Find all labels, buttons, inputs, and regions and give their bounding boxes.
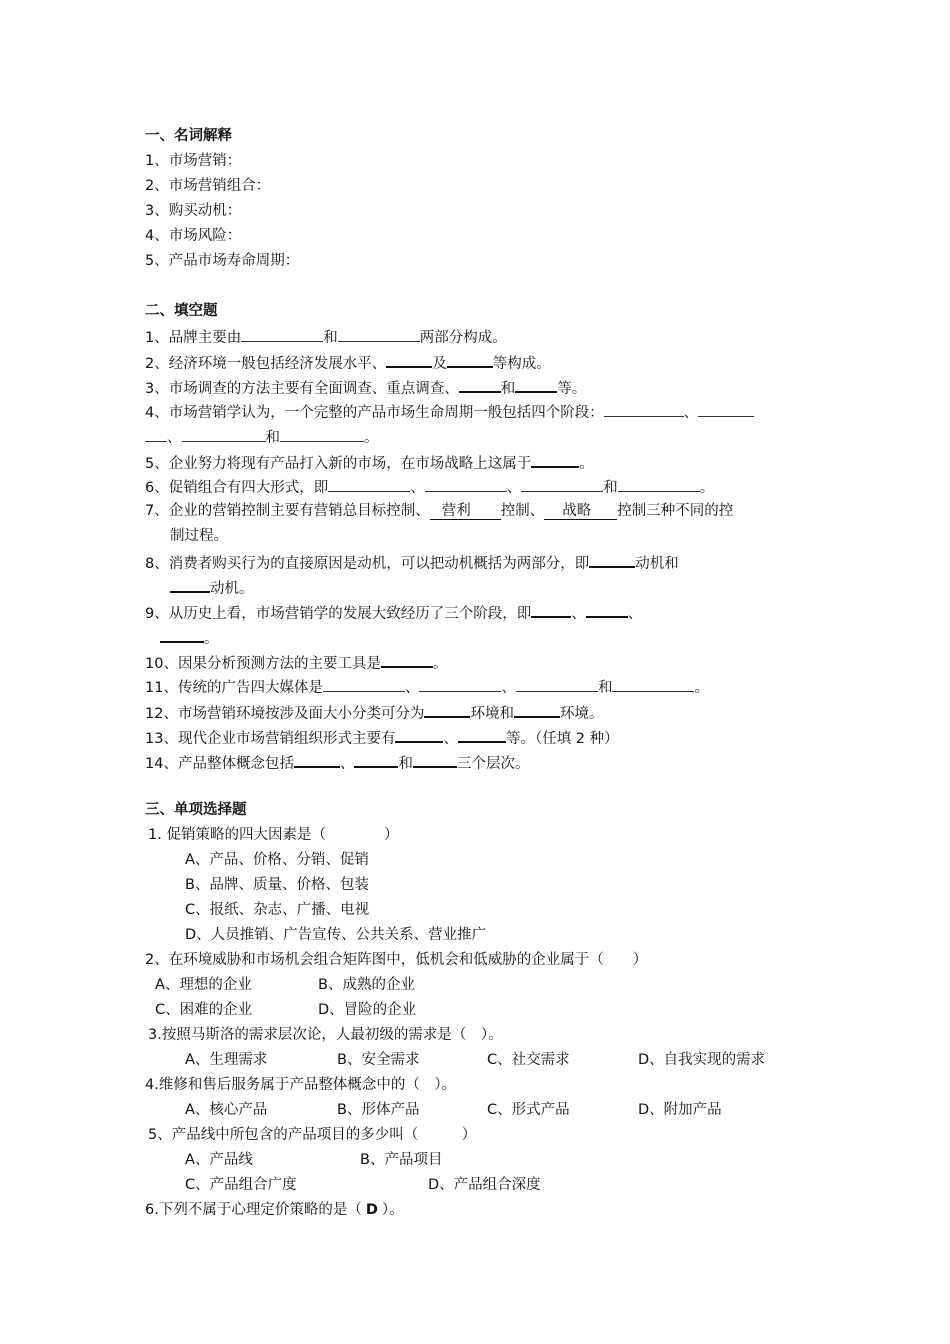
fill-question-12: 12、市场营销环境按涉及面大小分类可分为 环境和 环境。 <box>145 701 603 724</box>
section-title-choice: 三、单项选择题 <box>145 802 247 818</box>
fill-question-10: 10、因果分析预测方法的主要工具是 。 <box>145 651 447 674</box>
blank <box>328 476 410 492</box>
section-title-terms: 一、名词解释 <box>145 128 232 144</box>
blank <box>386 351 432 368</box>
blank <box>458 726 506 743</box>
choice-question-5: 5、产品线中所包含的产品项目的多少叫（ ） <box>148 1127 477 1143</box>
choice-option: B、产品项目 <box>360 1152 443 1168</box>
blank <box>413 751 457 768</box>
choice-option: B、形体产品 <box>337 1102 420 1118</box>
choice-option: B、成熟的企业 <box>318 977 415 993</box>
fill-question-11: 11、传统的广告四大媒体是 、 、 和 。 <box>145 676 709 698</box>
fill-question-4-cont: 、 和 。 <box>145 426 379 448</box>
fill-question-9-cont: 。 <box>160 626 219 649</box>
choice-option: C、产品组合广度 <box>185 1177 297 1193</box>
blank <box>381 651 433 668</box>
fill-question-13: 13、现代企业市场营销组织形式主要有 、 等。（任填 2 种） <box>145 726 619 749</box>
blank <box>419 676 501 692</box>
fill-question-6: 6、促销组合有四大形式，即 、 、 和 。 <box>145 476 714 498</box>
choice-option: C、形式产品 <box>487 1102 570 1118</box>
choice-option: A、核心产品 <box>185 1102 268 1118</box>
blank <box>531 451 579 468</box>
fill-question-14: 14、产品整体概念包括 、 和 三个层次。 <box>145 751 529 774</box>
fill-question-5: 5、企业努力将现有产品打入新的市场，在市场战略上这属于 。 <box>145 451 594 474</box>
blank <box>531 601 571 618</box>
fill-question-2: 2、经济环境一般包括经济发展水平、 及 等构成。 <box>145 351 551 374</box>
blank <box>604 401 684 417</box>
blank <box>521 476 603 492</box>
blank <box>160 626 204 643</box>
choice-option: A、理想的企业 <box>155 977 252 993</box>
choice-option: A、生理需求 <box>185 1052 268 1068</box>
blank <box>586 601 628 618</box>
blank <box>354 751 398 768</box>
term-item: 2、市场营销组合： <box>145 178 271 194</box>
fill-question-8: 8、消费者购买行为的直接原因是动机，可以把动机概括为两部分，即 动机和 <box>145 551 679 574</box>
fill-question-8-cont: 动机。 <box>170 576 254 599</box>
fill-question-7-cont: 制过程。 <box>170 528 228 544</box>
fill-question-4: 4、市场营销学认为，一个完整的产品市场生命周期一般包括四个阶段： 、 <box>145 401 754 423</box>
choice-option: C、困难的企业 <box>155 1002 253 1018</box>
blank <box>698 401 754 417</box>
term-item: 3、购买动机： <box>145 203 242 219</box>
fill-question-1: 1、品牌主要由 和 两部分构成。 <box>145 326 507 348</box>
choice-option: C、社交需求 <box>487 1052 570 1068</box>
blank <box>170 576 210 593</box>
term-item: 4、市场风险： <box>145 228 242 244</box>
choice-question-1: 1. 促销策略的四大因素是（ ） <box>148 827 399 843</box>
choice-option: D、冒险的企业 <box>318 1002 417 1018</box>
choice-option: D、产品组合深度 <box>428 1177 541 1193</box>
term-item: 5、产品市场寿命周期： <box>145 253 300 269</box>
section-title-fill: 二、填空题 <box>145 303 218 319</box>
choice-question-4: 4.维修和售后服务属于产品整体概念中的（ ）。 <box>145 1077 457 1093</box>
blank <box>338 326 420 342</box>
choice-option: A、产品线 <box>185 1152 253 1168</box>
blank <box>424 701 470 718</box>
blank <box>514 701 560 718</box>
choice-option: A、产品、价格、分销、促销 <box>185 852 369 868</box>
blank <box>515 376 557 393</box>
blank <box>425 476 507 492</box>
fill-question-3: 3、市场调查的方法主要有全面调查、重点调查、 和 等。 <box>145 376 586 399</box>
term-item: 1、市场营销： <box>145 153 242 169</box>
blank <box>618 476 700 492</box>
choice-option: B、安全需求 <box>337 1052 420 1068</box>
choice-question-2: 2、在环境威胁和市场机会组合矩阵图中，低机会和低威胁的企业属于（ ） <box>145 952 648 968</box>
choice-option: D、人员推销、广告宣传、公共关系、营业推广 <box>185 927 487 943</box>
fill-question-9: 9、从历史上看，市场营销学的发展大致经历了三个阶段，即 、 、 <box>145 601 642 624</box>
choice-question-6: 6.下列不属于心理定价策略的是（ D ）。 <box>145 1202 404 1218</box>
filled-blank: 营利 <box>430 503 501 520</box>
blank <box>241 326 323 342</box>
blank <box>516 676 598 692</box>
blank <box>323 676 405 692</box>
filled-blank: 战略 <box>544 503 617 520</box>
blank <box>447 351 493 368</box>
blank <box>395 726 443 743</box>
blank <box>145 426 167 442</box>
choice-option: B、品牌、质量、价格、包装 <box>185 877 369 893</box>
blank <box>294 751 340 768</box>
answer-mark: D <box>365 1202 378 1218</box>
fill-question-7: 7、企业的营销控制主要有营销总目标控制、 营利 控制、 战略 控制三种不同的控 <box>145 503 734 519</box>
choice-option: C、报纸、杂志、广播、电视 <box>185 902 370 918</box>
blank <box>589 551 635 568</box>
choice-option: D、附加产品 <box>638 1102 722 1118</box>
blank <box>182 426 266 442</box>
blank <box>280 426 364 442</box>
choice-question-3: 3.按照马斯洛的需求层次论，人最初级的需求是（ ）。 <box>148 1027 503 1043</box>
blank <box>612 676 694 692</box>
blank <box>459 376 501 393</box>
choice-option: D、自我实现的需求 <box>638 1052 766 1068</box>
